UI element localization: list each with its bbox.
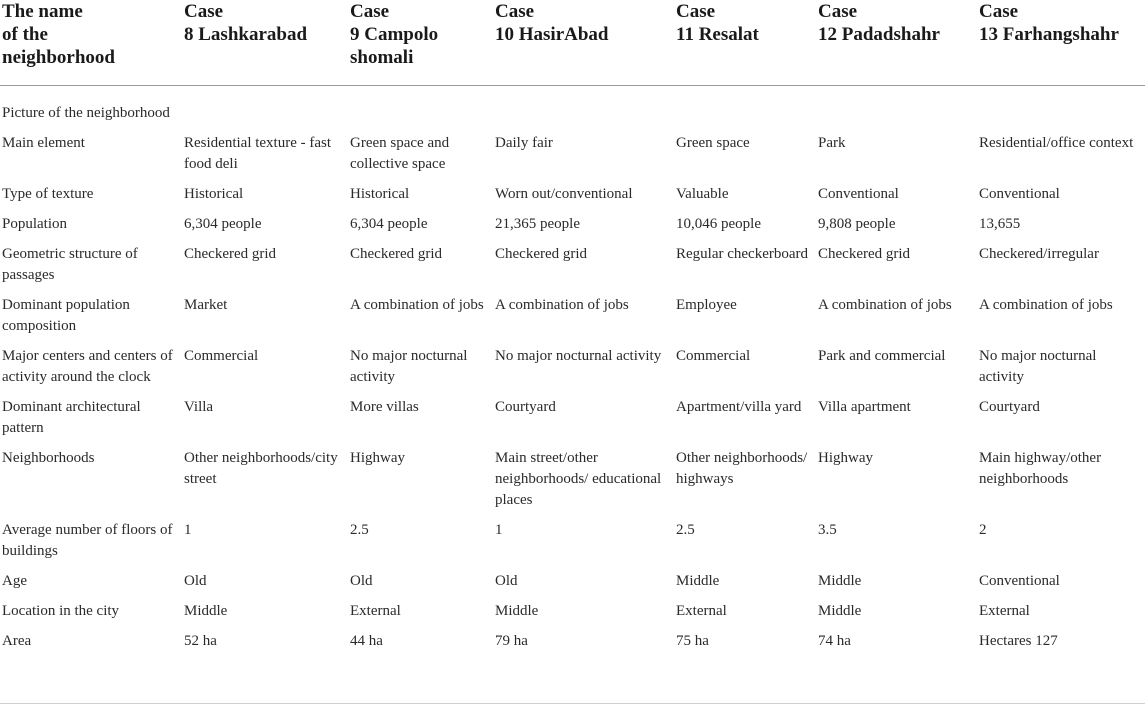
column-header-line: Case <box>184 1 224 22</box>
table-cell: Historical <box>350 186 410 202</box>
table-cell: A combination of jobs <box>818 297 952 313</box>
table-cell: 10,046 people <box>676 216 761 232</box>
column-header <box>184 0 350 86</box>
table-cell: 74 ha <box>818 633 851 649</box>
table-cell: Conventional <box>979 573 1060 589</box>
table-cell: Hectares 127 <box>979 633 1058 649</box>
table-cell: Highway <box>350 450 405 466</box>
table-cell: No major nocturnal activity <box>350 348 468 385</box>
table-cell: 9,808 people <box>818 216 896 232</box>
column-header <box>818 0 979 86</box>
table-cell: Courtyard <box>979 399 1040 415</box>
table-cell: Commercial <box>676 348 751 364</box>
table-cell <box>184 86 350 134</box>
row-label: Major centers and centers of activity around the clock <box>2 348 173 385</box>
column-header-line: 10 HasirAbad <box>495 24 609 45</box>
table-cell: Residential/office context <box>979 135 1134 151</box>
table-cell <box>818 86 979 134</box>
table-cell: Checkered/irregular <box>979 246 1099 262</box>
column-header-line: Case <box>350 1 390 22</box>
table-cell: Daily fair <box>495 135 553 151</box>
table-row <box>0 346 1145 397</box>
table-cell: 1 <box>495 522 503 538</box>
column-header-line: Case <box>676 1 716 22</box>
table-cell: 44 ha <box>350 633 383 649</box>
column-header <box>676 0 818 86</box>
table-cell: Old <box>184 573 207 589</box>
table-cell: More villas <box>350 399 419 415</box>
table-cell: Old <box>350 573 373 589</box>
table-cell: 2.5 <box>676 522 695 538</box>
table-cell: 75 ha <box>676 633 709 649</box>
table-row <box>0 214 1145 244</box>
table-cell: 3.5 <box>818 522 837 538</box>
row-label: Neighborhoods <box>2 450 95 466</box>
bottom-rule <box>0 703 1145 704</box>
column-header-line: Case <box>495 1 535 22</box>
table-cell: Conventional <box>979 186 1060 202</box>
table-cell: Main highway/other neighborhoods <box>979 450 1102 487</box>
table-cell: Residential texture - fast food deli <box>184 135 332 172</box>
table-cell: Green space and collective space <box>350 135 450 172</box>
table-row <box>0 244 1145 295</box>
table-cell <box>495 86 676 134</box>
table-cell: External <box>676 603 727 619</box>
table-cell: No major nocturnal activity <box>495 348 662 364</box>
table-row <box>0 184 1145 214</box>
table-row <box>0 86 1145 134</box>
table-cell: Other neighborhoods/city street <box>184 450 338 487</box>
table-cell: A combination of jobs <box>350 297 484 313</box>
table-header <box>0 0 1145 86</box>
table-cell: Middle <box>818 573 862 589</box>
row-label: Type of texture <box>2 186 94 202</box>
table-cell: 13,655 <box>979 216 1021 232</box>
table-cell: Villa <box>184 399 214 415</box>
column-header-line: Case <box>979 1 1019 22</box>
table-row <box>0 133 1145 184</box>
table-row <box>0 397 1145 448</box>
column-header-line: The name <box>2 1 83 22</box>
table-cell: Park <box>818 135 846 151</box>
column-header <box>350 0 495 86</box>
table-cell: Checkered grid <box>184 246 277 262</box>
table-cell: Market <box>184 297 228 313</box>
table-cell: Other neighborhoods/ highways <box>676 450 808 487</box>
column-header <box>979 0 1145 86</box>
column-header <box>495 0 676 86</box>
column-header-line: neighborhood <box>2 47 115 68</box>
table-cell: Apartment/villa yard <box>676 399 802 415</box>
row-label: Dominant architectural pattern <box>2 399 141 436</box>
row-label: Picture of the neighborhood <box>2 105 170 121</box>
column-header-line: Case <box>818 1 858 22</box>
table-cell <box>676 86 818 134</box>
row-label: Location in the city <box>2 603 120 619</box>
table-row <box>0 448 1145 520</box>
row-label: Population <box>2 216 68 232</box>
table-cell: 52 ha <box>184 633 217 649</box>
table-body <box>0 86 1145 662</box>
table-cell: External <box>350 603 401 619</box>
row-label: Area <box>2 633 32 649</box>
column-header-line: 11 Resalat <box>676 24 759 45</box>
table-row <box>0 631 1145 661</box>
table-cell: Checkered grid <box>350 246 443 262</box>
table-cell: Commercial <box>184 348 259 364</box>
table-cell: Checkered grid <box>495 246 588 262</box>
table-cell: Checkered grid <box>818 246 911 262</box>
table-cell: 6,304 people <box>184 216 262 232</box>
table-cell: Middle <box>818 603 862 619</box>
table-cell: Middle <box>676 573 720 589</box>
table-cell: No major nocturnal activity <box>979 348 1097 385</box>
table-cell: Villa apartment <box>818 399 911 415</box>
table-cell <box>979 86 1145 134</box>
table-row <box>0 601 1145 631</box>
column-header-line: 8 Lashkarabad <box>184 24 308 45</box>
table-cell: Historical <box>184 186 244 202</box>
column-header-line: 9 Campolo <box>350 24 439 45</box>
table-row <box>0 520 1145 571</box>
table-cell: Middle <box>184 603 228 619</box>
table-cell: Park and commercial <box>818 348 946 364</box>
column-header-line: 12 Padadshahr <box>818 24 940 45</box>
row-label: Geometric structure of passages <box>2 246 138 283</box>
table-cell: Main street/other neighborhoods/ educational places <box>495 450 662 508</box>
table-cell: 2.5 <box>350 522 369 538</box>
row-label: Dominant population composition <box>2 297 130 334</box>
table-cell: 2 <box>979 522 987 538</box>
table-cell: Green space <box>676 135 750 151</box>
row-label: Main element <box>2 135 85 151</box>
column-header-line: of the <box>2 24 48 45</box>
table-cell: 79 ha <box>495 633 528 649</box>
table-cell: Old <box>495 573 518 589</box>
header-row <box>0 0 1145 86</box>
table-cell: A combination of jobs <box>979 297 1113 313</box>
table-cell: Worn out/conventional <box>495 186 633 202</box>
column-header <box>0 0 184 86</box>
table-cell: External <box>979 603 1030 619</box>
table-cell: 6,304 people <box>350 216 428 232</box>
table-cell: 1 <box>184 522 192 538</box>
table-cell: Regular checkerboard <box>676 246 809 262</box>
column-header-line: shomali <box>350 47 414 68</box>
table-row <box>0 295 1145 346</box>
table-cell: 21,365 people <box>495 216 580 232</box>
table-cell <box>350 86 495 134</box>
table-cell: Conventional <box>818 186 899 202</box>
column-header-line: 13 Farhangshahr <box>979 24 1119 45</box>
row-label: Average number of floors of buildings <box>2 522 173 559</box>
table-cell: A combination of jobs <box>495 297 629 313</box>
table-row <box>0 571 1145 601</box>
table-cell: Middle <box>495 603 539 619</box>
table-cell: Employee <box>676 297 737 313</box>
table-cell: Courtyard <box>495 399 556 415</box>
table-cell: Valuable <box>676 186 729 202</box>
table-cell: Highway <box>818 450 873 466</box>
row-label: Age <box>2 573 27 589</box>
